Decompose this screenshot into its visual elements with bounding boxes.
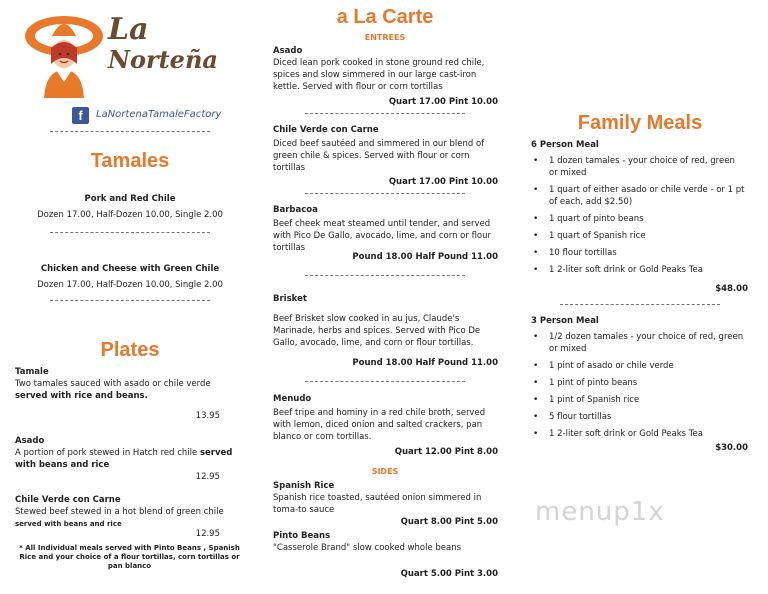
entree-name: Barbacoa [273,205,318,215]
divider [305,113,465,114]
plate-desc-bold: served with beans and rice [15,448,233,470]
entree-description: Diced beef sautéed and simmered in our blend of green chile & spices. Served with flour or corn tortillas [273,139,485,173]
family-meal-item: • 10 flour tortillas [531,247,746,259]
family-meal-price: $30.00 [715,443,748,453]
brand-logo-line1: La [108,12,149,47]
entrees-label: ENTREES [364,33,406,42]
family-meal-item: • 1 pint of asado or chile verde [531,360,746,372]
family-meal-item: • 1 pint of Spanish rice [531,394,746,406]
tamale-item-prices: Dozen 17.00, Half-Dozen 10.00, Single 2.00 [37,280,223,290]
divider [50,232,210,233]
plate-name: Chile Verde con Carne [15,495,121,505]
brand-logo [108,14,218,94]
divider [305,381,465,382]
family-meal-price: $48.00 [715,284,748,294]
side-price: Quart 8.00 Pint 5.00 [400,517,498,527]
divider [560,304,720,305]
family-meal-item: • 1 pint of pinto beans [531,377,746,389]
family-meal-item: • 1 quart of either asado or chile verde - or 1 pt of each, add $2.50) [531,184,746,208]
side-description: "Casserole Brand" slow cooked whole beans [273,543,462,553]
side-name: Spanish Rice [273,481,335,491]
family-meal-item: • 1 2-liter soft drink or Gold Peaks Tea [531,428,746,440]
entree-name: Chile Verde con Carne [273,125,379,135]
divider [50,300,210,301]
family-meal-item: • 5 flour tortillas [531,411,746,423]
family-meal-name: 3 Person Meal [531,316,599,326]
entree-name: Menudo [273,394,312,404]
side-name: Pinto Beans [273,531,331,541]
divider [50,131,210,132]
family-meal-item: • 1 dozen tamales - your choice of red, green or mixed [531,155,746,179]
tamale-item-prices: Dozen 17.00, Half-Dozen 10.00, Single 2.00 [37,210,223,220]
entree-name: Brisket [273,294,307,304]
family-meal-item: • 1 quart of pinto beans [531,213,746,225]
plate-name: Tamale [15,367,49,377]
plate-desc: Two tamales sauced with asado or chile verde [15,379,211,389]
entree-description: Beef tripe and hominy in a red chile broth, served with lemon, diced onion and salted crackers, pan blanco or corn tortillas. [273,408,486,442]
plate-desc-bold: served with beans and rice [15,520,122,528]
entree-price: Quart 17.00 Pint 10.00 [388,97,498,107]
entree-description: Diced lean pork cooked in stone ground red chile, spices and slow simmered in our large cast-iron kettle. Served with flour or corn tortillas [273,58,485,92]
brand-logo-line2: Norteña [108,45,218,74]
entree-description: Beef Brisket slow cooked in au jus, Claude's Marinade, herbs and spices. Served with Pico De Gallo, avocado, lime, and corn or flour tortillas. [273,314,481,348]
plate-price: 12.95 [195,529,220,539]
side-description: Spanish rice toasted, sautéed onion simmered in toma-to sauce [273,493,482,515]
plate-desc: A portion of pork stewed in Hatch red chile [15,448,198,458]
plate-price: 13.95 [195,411,220,421]
entree-description: Beef cheek meat steamed until tender, and served with Pico De Gallo, avocado, lime, and corn or flour tortillas [273,219,492,253]
plate-description [15,447,245,471]
plates-footnote: * All Individual meals served with Pinto Beans , Spanish Rice and your choice of a flour tortillas, corn tortillas or pan blanco [19,544,240,570]
side-price: Quart 5.00 Pint 3.00 [400,569,498,579]
alacarte-title: a La Carte [336,6,434,28]
entree-name: Asado [273,46,303,56]
tamale-item-name: Pork and Red Chile [84,194,176,204]
plate-price: 12.95 [195,472,220,482]
entree-price: Pound 18.00 Half Pound 11.00 [352,252,498,262]
entree-price: Pound 18.00 Half Pound 11.00 [352,358,498,368]
plate-desc-bold: served with rice and beans. [15,391,148,401]
family-meal-item: • 1 quart of Spanish rice [531,230,746,242]
sombrero-woman-logo-icon [22,8,107,100]
entree-price: Quart 17.00 Pint 10.00 [388,177,498,187]
family-meal-items [531,155,746,281]
tamales-title: Tamales [90,150,170,172]
menupix-watermark: menup1x [535,497,665,527]
family-meal-name: 6 Person Meal [531,140,599,150]
entree-price: Quart 12.00 Pint 8.00 [394,447,498,457]
family-meal-item: • 1/2 dozen tamales - your choice of red, green or mixed [531,331,746,355]
family-meals-title: Family Meals [577,112,703,134]
tamale-item-name: Chicken and Cheese with Green Chile [40,264,220,274]
divider [305,193,465,194]
plate-desc: Stewed beef stewed in a hot blend of green chile [15,507,224,517]
plate-description [15,506,250,530]
divider [305,275,465,276]
facebook-icon[interactable]: f [72,107,89,124]
family-meal-items [531,331,746,445]
plate-name: Asado [15,436,45,446]
sides-label: SIDES [371,467,399,476]
family-meal-item: • 1 2-liter soft drink or Gold Peaks Tea [531,264,746,276]
plate-description [15,378,245,402]
plates-title: Plates [100,339,160,361]
facebook-handle-link[interactable]: LaNortenaTamaleFactory [96,109,222,120]
